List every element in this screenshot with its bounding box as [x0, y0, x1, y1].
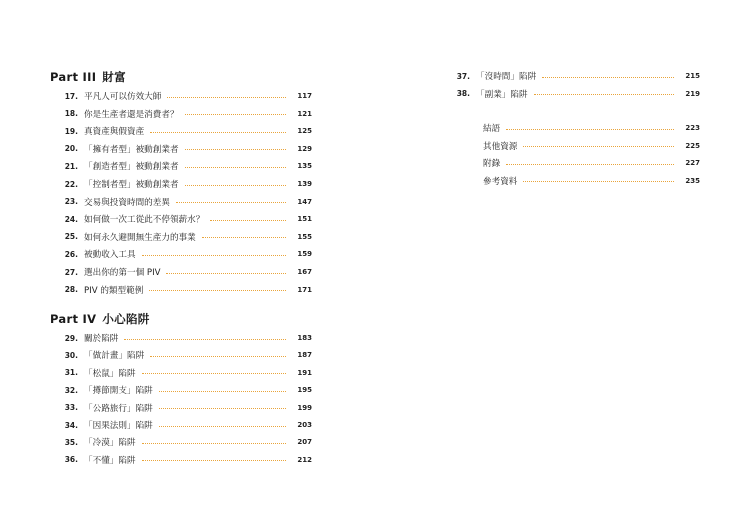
toc-entry[interactable]	[448, 87, 700, 101]
entry-title: 「冷漠」陷阱	[84, 438, 136, 449]
entry-title: 參考資料	[483, 176, 518, 187]
entry-page: 135	[297, 162, 312, 171]
dot-leader	[185, 167, 286, 168]
entry-number: 27.	[64, 267, 78, 277]
entry-page: 151	[297, 215, 312, 224]
toc-entry[interactable]	[455, 139, 700, 153]
dot-leader	[167, 97, 286, 98]
toc-entry[interactable]	[56, 366, 312, 380]
entry-number: 29.	[64, 333, 78, 343]
part-title: 財富	[102, 70, 126, 84]
entry-number: 24.	[64, 214, 78, 224]
toc-entry[interactable]	[455, 156, 700, 170]
dot-leader	[159, 408, 286, 409]
toc-entry[interactable]	[56, 247, 312, 261]
entry-title: 被動收入工具	[84, 250, 136, 261]
toc-entry[interactable]	[56, 177, 312, 191]
entry-title: 「撙節開支」陷阱	[84, 386, 153, 397]
entry-number: 20.	[64, 144, 78, 154]
entry-number: 31.	[64, 368, 78, 378]
entry-title: 你是生產者還是消費者？	[84, 109, 179, 120]
part-3-heading	[50, 69, 126, 85]
entry-title: 「松鼠」陷阱	[84, 368, 136, 379]
entry-number: 30.	[64, 350, 78, 360]
entry-title: 「做計畫」陷阱	[84, 351, 145, 362]
entry-page: 139	[297, 180, 312, 188]
entry-title: 其他資源	[483, 141, 518, 152]
entry-title: 平凡人可以仿效大師	[84, 92, 162, 102]
toc-entry[interactable]	[56, 142, 312, 156]
entry-title: 選出你的第一個 PIV	[84, 268, 161, 278]
entry-title: 「創造者型」被動創業者	[84, 162, 179, 173]
toc-entry[interactable]	[455, 174, 700, 188]
dot-leader	[185, 149, 286, 150]
toc-entry[interactable]	[56, 435, 312, 449]
entry-title: 「公路旅行」陷阱	[84, 403, 153, 414]
part-label: Part III	[50, 70, 97, 84]
entry-number: 25.	[64, 232, 78, 242]
dot-leader	[506, 164, 674, 165]
entry-title: 結語	[483, 124, 501, 134]
entry-number: 17.	[64, 91, 78, 101]
entry-number: 37.	[456, 71, 470, 81]
entry-page: 219	[685, 89, 700, 98]
dot-leader	[523, 181, 674, 182]
toc-entry[interactable]	[56, 212, 312, 226]
toc-entry[interactable]	[56, 453, 312, 467]
part-title: 小心陷阱	[102, 312, 150, 326]
dot-leader	[124, 339, 286, 340]
dot-leader	[534, 94, 674, 95]
entry-page: 203	[297, 421, 312, 429]
dot-leader	[202, 237, 286, 238]
entry-page: 212	[297, 455, 312, 464]
entry-title: 真資產與假資產	[84, 127, 145, 138]
toc-entry[interactable]	[56, 89, 312, 103]
entry-page: 159	[297, 250, 312, 259]
entry-title: 「不懂」陷阱	[84, 455, 136, 466]
entry-number: 26.	[64, 249, 78, 259]
dot-leader	[142, 460, 286, 461]
toc-entry[interactable]	[56, 124, 312, 138]
toc-entry[interactable]	[56, 331, 312, 345]
entry-number: 28.	[64, 285, 78, 295]
dot-leader	[185, 114, 286, 115]
entry-number: 19.	[64, 126, 78, 136]
toc-entry[interactable]	[56, 230, 312, 244]
toc-entry[interactable]	[56, 401, 312, 415]
dot-leader	[176, 202, 286, 203]
dot-leader	[506, 129, 674, 130]
dot-leader	[142, 443, 286, 444]
entry-title: 「擁有者型」被動創業者	[84, 144, 179, 155]
entry-page: 155	[297, 232, 312, 241]
dot-leader	[210, 220, 286, 221]
entry-page: 117	[297, 92, 312, 100]
entry-number: 35.	[64, 437, 78, 447]
entry-number: 38.	[456, 89, 470, 99]
entry-title: 如何永久避開無生產力的事業	[84, 232, 196, 243]
toc-entry[interactable]	[56, 107, 312, 121]
toc-entry[interactable]	[56, 283, 312, 297]
dot-leader	[149, 290, 286, 291]
dot-leader	[185, 185, 286, 186]
entry-number: 33.	[64, 403, 78, 413]
part-label: Part IV	[50, 312, 97, 326]
dot-leader	[142, 373, 286, 374]
toc-entry[interactable]	[56, 383, 312, 397]
entry-page: 191	[297, 368, 312, 377]
entry-title: PIV 的類型範例	[84, 285, 144, 296]
entry-page: 235	[685, 176, 700, 185]
entry-title: 「控制者型」被動創業者	[84, 180, 179, 190]
entry-title: 如何做一次工從此不停領薪水？	[84, 215, 205, 226]
dot-leader	[159, 426, 286, 427]
entry-title: 交易與投資時間的差異	[84, 197, 170, 208]
entry-page: 225	[685, 141, 700, 150]
entry-title: 「副業」陷阱	[476, 89, 528, 100]
dot-leader	[150, 356, 286, 357]
entry-page: 227	[685, 159, 700, 168]
dot-leader	[142, 255, 286, 256]
entry-number: 18.	[64, 109, 78, 119]
entry-title: 關於陷阱	[84, 334, 119, 344]
entry-number: 36.	[64, 455, 78, 465]
entry-page: 125	[297, 127, 312, 136]
entry-title: 「沒時間」陷阱	[476, 72, 537, 82]
entry-page: 171	[297, 285, 312, 294]
dot-leader	[159, 391, 286, 392]
entry-page: 167	[297, 268, 312, 276]
entry-number: 34.	[64, 420, 78, 430]
entry-page: 183	[297, 334, 312, 342]
entry-page: 215	[685, 72, 700, 80]
entry-page: 121	[297, 109, 312, 118]
entry-title: 附錄	[483, 159, 501, 170]
dot-leader	[150, 132, 286, 133]
entry-number: 22.	[64, 179, 78, 189]
toc-entry[interactable]	[448, 69, 700, 83]
toc-entry[interactable]	[56, 195, 312, 209]
toc-entry[interactable]	[56, 348, 312, 362]
entry-page: 195	[297, 386, 312, 395]
toc-entry[interactable]	[56, 418, 312, 432]
entry-page: 129	[297, 144, 312, 153]
entry-title: 「因果法則」陷阱	[84, 421, 153, 431]
entry-number: 32.	[64, 385, 78, 395]
part-4-heading	[50, 311, 150, 327]
entry-number: 21.	[64, 161, 78, 171]
entry-page: 207	[297, 438, 312, 447]
dot-leader	[166, 273, 286, 274]
dot-leader	[542, 77, 674, 78]
entry-page: 187	[297, 351, 312, 360]
entry-page: 147	[297, 197, 312, 206]
toc-entry[interactable]	[56, 265, 312, 279]
toc-entry[interactable]	[56, 159, 312, 173]
entry-page: 199	[297, 403, 312, 412]
toc-entry[interactable]	[455, 121, 700, 135]
dot-leader	[523, 146, 674, 147]
entry-number: 23.	[64, 197, 78, 207]
entry-page: 223	[685, 124, 700, 132]
